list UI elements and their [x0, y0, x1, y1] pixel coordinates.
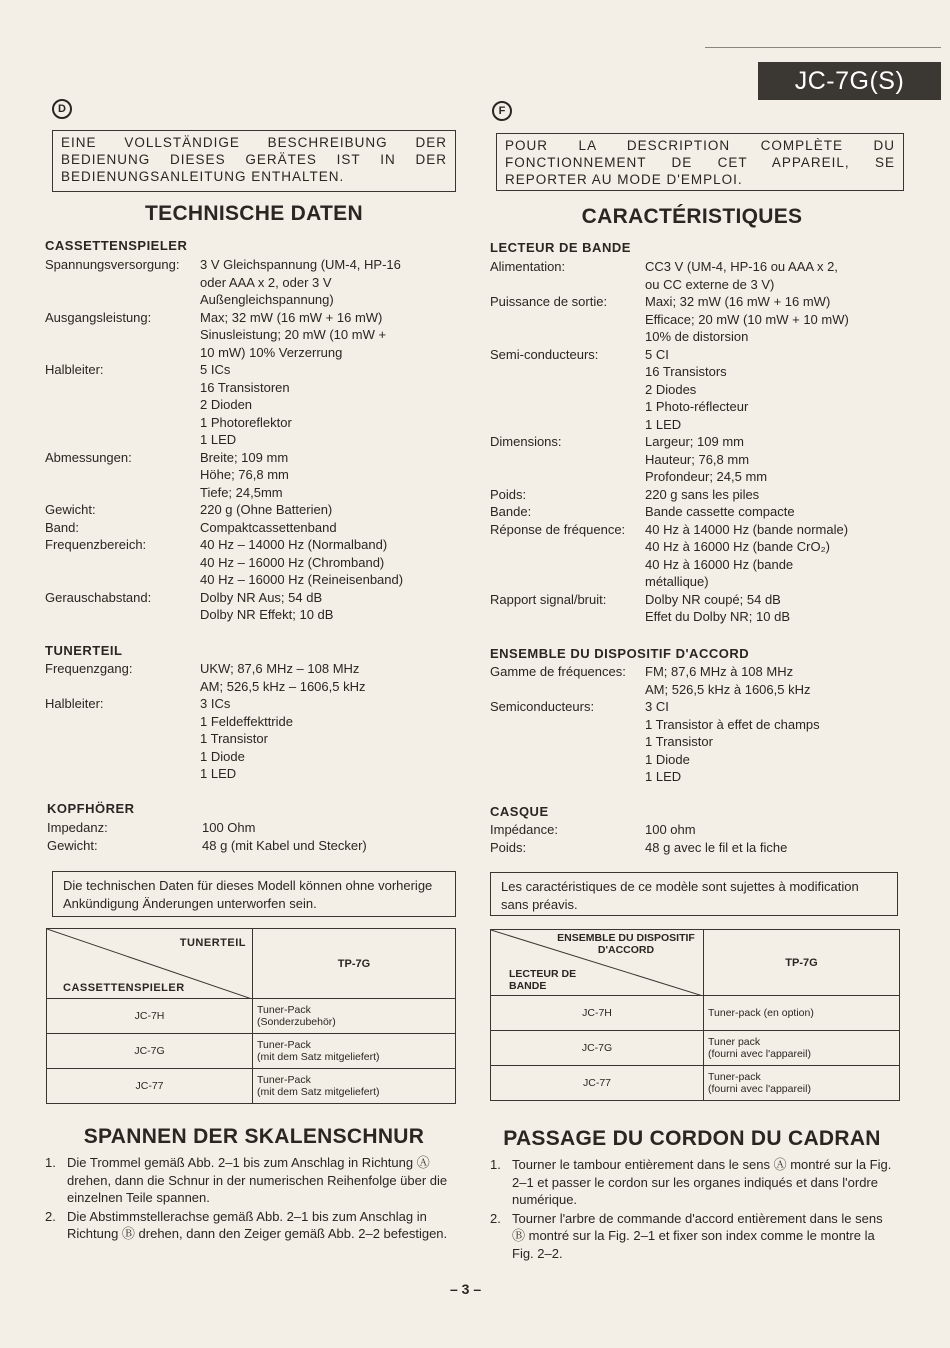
german-tuner-heading: TUNERTEIL [45, 643, 123, 658]
tuner-line1: Tuner-Pack [257, 1004, 311, 1016]
step-text: Tourner le tambour entièrement dans le sens Ⓐ montré sur la Fig. 2–1 et passer le cordon sur les organes indiqués et dans l'ordre numérique. [512, 1157, 892, 1207]
spec-label: Réponse de fréquence: [490, 521, 626, 537]
german-cassette-heading: CASSETTENSPIELER [45, 238, 188, 253]
french-tuner-specs [490, 663, 910, 786]
spec-value: Maxi; 32 mW (16 mW + 16 mW) Efficace; 20 mW (10 mW + 10 mW) 10% de distorsion [645, 294, 849, 344]
french-title: CARACTÉRISTIQUES [581, 205, 803, 228]
spec-label: Spannungsversorgung: [45, 257, 180, 272]
tuner-line2: (mit dem Satz mitgeliefert) [257, 1086, 380, 1098]
spec-value: Largeur; 109 mm Hauteur; 76,8 mm Profondeur; 24,5 mm [645, 434, 768, 484]
table-cell-tuner [704, 996, 900, 1031]
spec-row [490, 346, 910, 434]
spec-row [490, 591, 910, 626]
spec-value: 100 Ohm [202, 820, 256, 835]
french-compat-table [490, 929, 900, 1101]
spec-label: Puissance de sortie: [490, 294, 608, 309]
spec-label: Bande: [490, 504, 532, 519]
step-item [45, 1208, 449, 1243]
corner-top-label: ENSEMBLE DU DISPOSITIF D'ACCORD [557, 932, 695, 956]
spec-row [490, 258, 910, 293]
step-item [490, 1210, 898, 1263]
table-cell-model: JC-7G [47, 1034, 253, 1069]
spec-row [490, 433, 910, 486]
french-cassette-specs [490, 258, 910, 626]
german-tuner-specs [45, 660, 455, 783]
table-cell-tuner [253, 999, 456, 1034]
step-text: Tourner l'arbre de commande d'accord entièrement dans le sens Ⓑ montré sur la Fig. 2–1 et fixer son index comme le montre la Fig. 2–2. [512, 1210, 883, 1261]
table-cell-model: JC-7G [491, 1031, 704, 1066]
column-header: TP-7G [704, 930, 900, 996]
tuner-line1: Tuner-Pack [257, 1039, 311, 1051]
table-corner [47, 929, 253, 999]
spec-label: Abmessungen: [45, 449, 132, 465]
spec-value: Breite; 109 mm Höhe; 76,8 mm Tiefe; 24,5mm [200, 449, 289, 500]
french-disclaimer: Les caractéristiques de ce modèle sont sujettes à modification sans préavis. [490, 872, 898, 916]
spec-row [45, 256, 455, 309]
german-headphones-specs [47, 819, 457, 854]
german-section2-title: SPANNEN DER SKALENSCHNUR [83, 1125, 425, 1148]
spec-value: Dolby NR Aus; 54 dB Dolby NR Effekt; 10 dB [200, 589, 334, 622]
step-item [45, 1154, 449, 1207]
french-section2-title: PASSAGE DU CORDON DU CADRAN [503, 1127, 881, 1150]
spec-label: Halbleiter: [45, 362, 104, 377]
spec-row [45, 361, 455, 449]
tuner-line2: (fourni avec l'appareil) [708, 1048, 811, 1060]
table-corner [491, 930, 704, 996]
german-cassette-specs [45, 256, 455, 624]
page-number: – 3 – [450, 1281, 482, 1297]
tuner-line1: Tuner-pack [708, 1071, 761, 1083]
spec-label: Semiconducteurs: [490, 699, 595, 714]
spec-row [45, 309, 455, 362]
tuner-line2: (mit dem Satz mitgeliefert) [257, 1051, 380, 1063]
spec-value: Compaktcassettenband [200, 519, 337, 535]
spec-label: Gewicht: [47, 837, 98, 853]
spec-row [490, 821, 910, 839]
table-row [491, 1031, 900, 1066]
tuner-line1: Tuner-Pack [257, 1074, 311, 1086]
table-cell-model: JC-77 [491, 1066, 704, 1101]
french-tuner-heading: ENSEMBLE DU DISPOSITIF D'ACCORD [490, 646, 750, 661]
table-cell-tuner [704, 1066, 900, 1101]
spec-row [45, 449, 455, 502]
table-row [491, 996, 900, 1031]
spec-label: Frequenzbereich: [45, 537, 147, 552]
table-cell-model: JC-7H [47, 999, 253, 1034]
spec-label: Semi-conducteurs: [490, 346, 599, 362]
spec-row [45, 695, 455, 783]
spec-label: Impedanz: [47, 820, 108, 835]
spec-row [490, 663, 910, 698]
german-title: TECHNISCHE DATEN [145, 202, 363, 225]
corner-top-label: TUNERTEIL [179, 937, 246, 949]
spec-label: Gewicht: [45, 502, 96, 517]
spec-row [490, 521, 910, 591]
spec-value: Dolby NR coupé; 54 dB Effet du Dolby NR; 10 dB [645, 591, 791, 624]
table-row [47, 1069, 456, 1104]
spec-value: 100 ohm [645, 822, 696, 837]
spec-label: Halbleiter: [45, 696, 104, 711]
step-number: 2. [45, 1208, 56, 1224]
french-headphones-heading: CASQUE [490, 804, 549, 819]
table-row [47, 1034, 456, 1069]
model-label: JC-7G(S) [758, 62, 941, 100]
table-cell-tuner [253, 1069, 456, 1104]
step-item [490, 1156, 898, 1209]
spec-label: Alimentation: [490, 259, 566, 274]
table-cell-model: JC-7H [491, 996, 704, 1031]
german-marker: D [52, 99, 72, 119]
step-text: Die Trommel gemäß Abb. 2–1 bis zum Anschlag in Richtung Ⓐ drehen, dann die Schnur in der numerischen Reihenfolge über die einzelnen Teile spannen. [67, 1155, 448, 1205]
spec-value: 40 Hz à 14000 Hz (bande normale) 40 Hz à 16000 Hz (bande CrO₂) 40 Hz à 16000 Hz (bande métallique) [645, 521, 849, 589]
french-cassette-heading: LECTEUR DE BANDE [490, 240, 631, 255]
spec-label: Gamme de fréquences: [490, 664, 626, 679]
spec-value: 40 Hz – 14000 Hz (Normalband) 40 Hz – 16000 Hz (Chromband) 40 Hz – 16000 Hz (Reineisenband) [200, 537, 404, 587]
table-cell-tuner [253, 1034, 456, 1069]
spec-value: 3 CI 1 Transistor à effet de champs 1 Transistor 1 Diode 1 LED [645, 699, 820, 784]
spec-row [490, 698, 910, 786]
table-cell-model: JC-77 [47, 1069, 253, 1104]
spec-row [45, 660, 455, 695]
german-headphones-heading: KOPFHÖRER [47, 801, 135, 816]
step-number: 2. [490, 1210, 501, 1226]
spec-value: 48 g avec le fil et la fiche [645, 839, 788, 855]
spec-row [490, 486, 910, 504]
column-header: TP-7G [253, 929, 456, 999]
spec-value: 3 V Gleichspannung (UM-4, HP-16 oder AAA x 2, oder 3 V Außengleichspannung) [200, 257, 401, 307]
spec-row [490, 503, 910, 521]
spec-value: 3 ICs 1 Feldeffekttride 1 Transistor 1 Diode 1 LED [200, 696, 293, 781]
spec-value: 220 g (Ohne Batterien) [200, 502, 333, 517]
corner-bottom-label: LECTEUR DE BANDE [509, 968, 577, 992]
spec-value: Bande cassette compacte [645, 504, 795, 519]
spec-value: UKW; 87,6 MHz – 108 MHz AM; 526,5 kHz – 1606,5 kHz [200, 661, 366, 694]
german-compat-table [46, 928, 456, 1104]
german-steps [45, 1154, 449, 1244]
spec-label: Gerauschabstand: [45, 589, 152, 605]
spec-row [47, 837, 457, 855]
spec-label: Poids: [490, 486, 527, 502]
spec-row [45, 519, 455, 537]
spec-label: Ausgangsleistung: [45, 309, 152, 325]
spec-value: CC3 V (UM-4, HP-16 ou AAA x 2, ou CC externe de 3 V) [645, 259, 838, 292]
spec-label: Rapport signal/bruit: [490, 591, 607, 607]
spec-value: 48 g (mit Kabel und Stecker) [202, 837, 367, 853]
spec-row [47, 819, 457, 837]
spec-row [490, 839, 910, 857]
step-text: Die Abstimmstellerachse gemäß Abb. 2–1 bis zum Anschlag in Richtung Ⓑ drehen, dann den Zeiger gemäß Abb. 2–2 befestigen. [67, 1208, 448, 1241]
table-row [47, 999, 456, 1034]
french-headphones-specs [490, 821, 910, 856]
french-marker: F [492, 101, 512, 121]
spec-label: Poids: [490, 839, 527, 855]
tuner-line1: Tuner-pack (en option) [708, 1007, 814, 1019]
step-number: 1. [45, 1155, 56, 1170]
spec-value: 5 CI 16 Transistors 2 Diodes 1 Photo-réflecteur 1 LED [645, 346, 749, 432]
step-number: 1. [490, 1157, 501, 1172]
spec-value: 220 g sans les piles [645, 486, 760, 502]
spec-row [45, 536, 455, 589]
spec-label: Impédance: [490, 822, 558, 837]
spec-value: FM; 87,6 MHz à 108 MHz AM; 526,5 kHz à 1606,5 kHz [645, 664, 811, 697]
spec-value: 5 ICs 16 Transistoren 2 Dioden 1 Photoreflektor 1 LED [200, 362, 292, 447]
french-steps [490, 1156, 898, 1263]
spec-label: Frequenzgang: [45, 661, 133, 676]
german-disclaimer: Die technischen Daten für dieses Modell können ohne vorherige Ankündigung Änderungen unterworfen sein. [52, 871, 456, 917]
tuner-line1: Tuner pack [708, 1036, 761, 1048]
tuner-line2: (Sonderzubehör) [257, 1016, 336, 1028]
tuner-line2: (fourni avec l'appareil) [708, 1083, 811, 1095]
spec-label: Band: [45, 519, 79, 535]
spec-row [490, 293, 910, 346]
header-rule [705, 47, 941, 48]
table-row [491, 1066, 900, 1101]
spec-label: Dimensions: [490, 434, 562, 449]
spec-value: Max; 32 mW (16 mW + 16 mW) Sinusleistung; 20 mW (10 mW + 10 mW) 10% Verzerrung [200, 309, 387, 360]
table-cell-tuner [704, 1031, 900, 1066]
french-notice: POUR LA DESCRIPTION COMPLÈTE DU FONCTIONNEMENT DE CET APPAREIL, SE REPORTER AU MODE D'EMPLOI. [496, 133, 904, 191]
spec-row [45, 589, 455, 624]
spec-row [45, 501, 455, 519]
german-notice: EINE VOLLSTÄNDIGE BESCHREIBUNG DER BEDIENUNG DIESES GERÄTES IST IN DER BEDIENUNGSANLEITUNG ENTHALTEN. [52, 130, 456, 192]
corner-bottom-label: CASSETTENSPIELER [63, 982, 185, 994]
